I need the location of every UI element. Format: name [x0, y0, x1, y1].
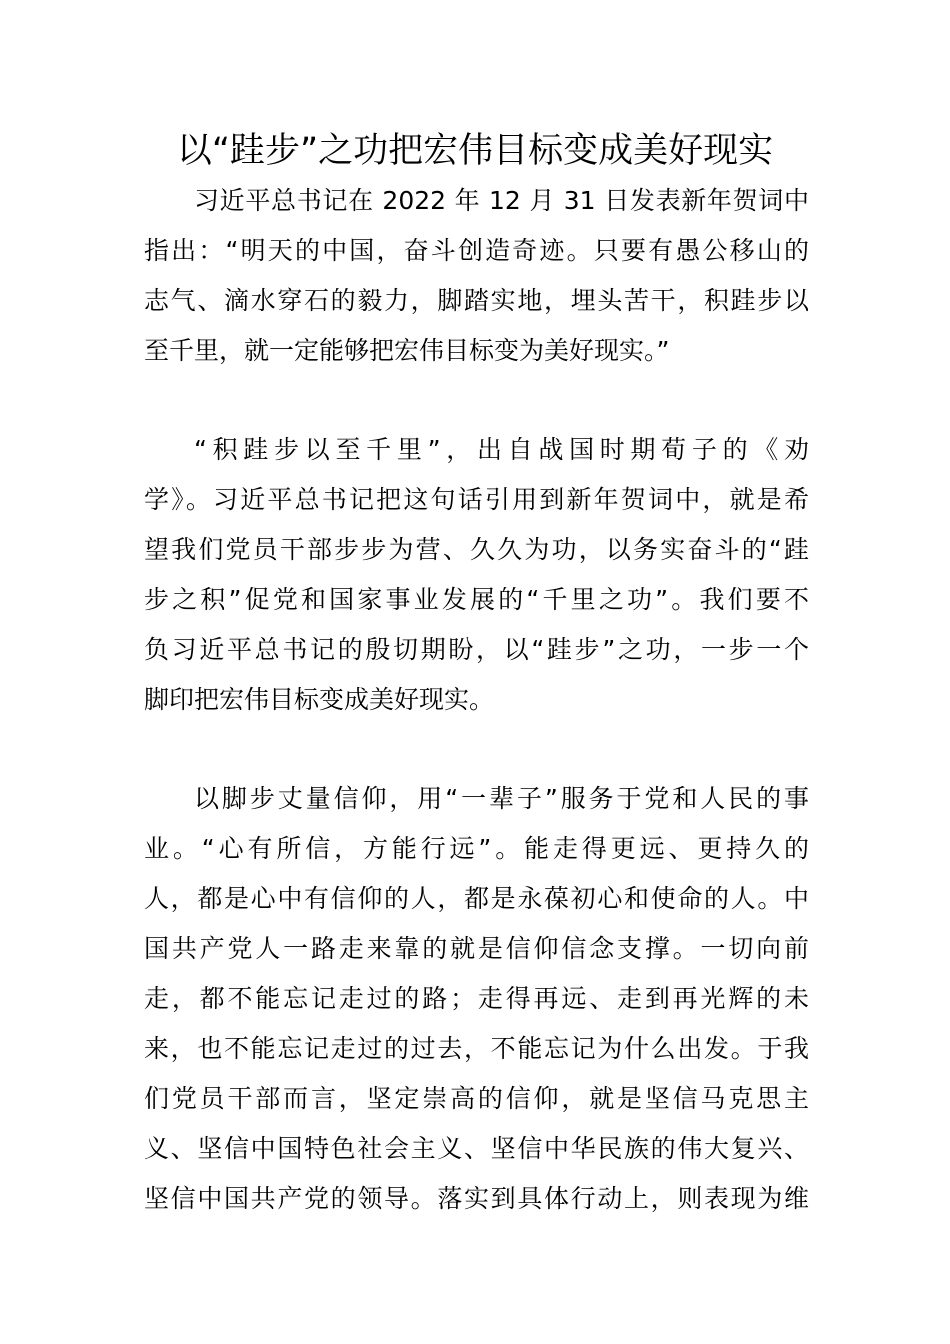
- paragraph-3-line-1: 以脚步丈量信仰，用“一辈子”服务于党和人民的事: [194, 784, 809, 813]
- paragraph-1-line-1: 习近平总书记在 2022 年 12 月 31 日发表新年贺词中: [194, 186, 809, 215]
- paragraph-2-line-3: 望我们党员干部步步为营、久久为功，以务实奋斗的“跬: [144, 535, 809, 564]
- paragraph-3-line-6: 来，也不能忘记走过的过去，不能忘记为什么出发。于我: [144, 1034, 809, 1063]
- paragraph-3-line-5: 走，都不能忘记走过的路；走得再远、走到再光辉的未: [144, 984, 809, 1013]
- paragraph-3-line-9: 坚信中国共产党的领导。落实到具体行动上，则表现为维: [144, 1184, 809, 1213]
- paragraph-1-line-2: 指出：“明天的中国，奋斗创造奇迹。只要有愚公移山的: [144, 236, 809, 265]
- paragraph-2-line-1: “积跬步以至千里”，出自战国时期荀子的《劝: [194, 435, 809, 464]
- paragraph-3-line-4: 国共产党人一路走来靠的就是信仰信念支撑。一切向前: [144, 934, 809, 963]
- paragraph-1-line-3: 志气、滴水穿石的毅力，脚踏实地，埋头苦干，积跬步以: [144, 286, 809, 315]
- paragraph-1-line-4: 至千里，就一定能够把宏伟目标变为美好现实。”: [144, 336, 670, 365]
- paragraph-3-line-3: 人，都是心中有信仰的人，都是永葆初心和使命的人。中: [144, 884, 809, 913]
- document-title: 以“跬步”之功把宏伟目标变成美好现实: [176, 131, 774, 171]
- paragraph-2-line-6: 脚印把宏伟目标变成美好现实。: [144, 685, 495, 714]
- paragraph-2-line-4: 步之积”促党和国家事业发展的“千里之功”。我们要不: [144, 585, 809, 614]
- paragraph-2-line-2: 学》。习近平总书记把这句话引用到新年贺词中，就是希: [144, 485, 809, 514]
- paragraph-3-line-7: 们党员干部而言，坚定崇高的信仰，就是坚信马克思主: [144, 1084, 809, 1113]
- paragraph-3-line-2: 业。“心有所信，方能行远”。能走得更远、更持久的: [144, 834, 809, 863]
- paragraph-2-line-5: 负习近平总书记的殷切期盼，以“跬步”之功，一步一个: [144, 635, 809, 664]
- paragraph-3-line-8: 义、坚信中国特色社会主义、坚信中华民族的伟大复兴、: [144, 1134, 809, 1163]
